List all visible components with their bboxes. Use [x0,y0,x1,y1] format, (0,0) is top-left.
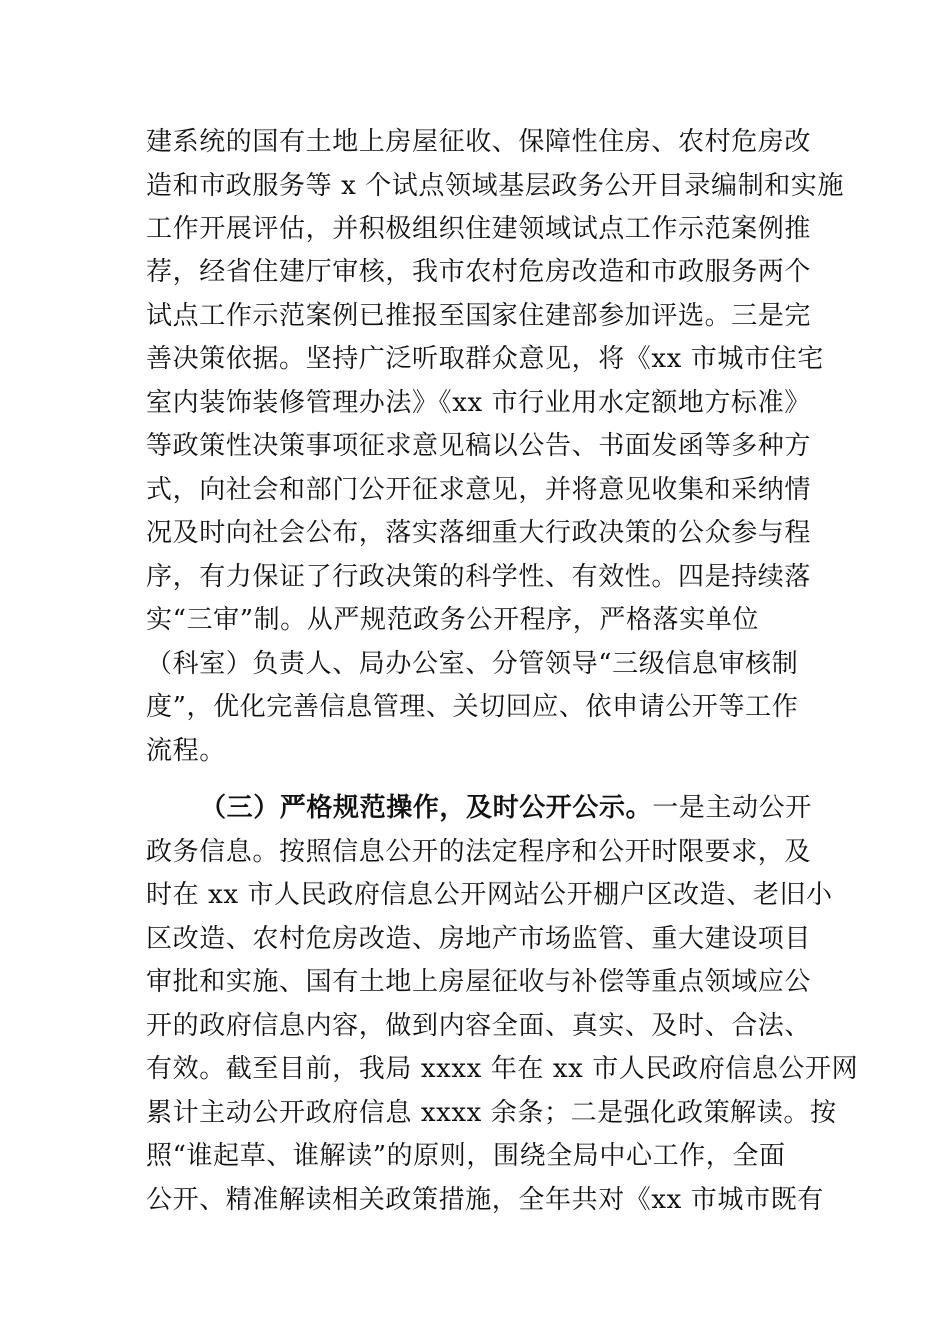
body-text-line: 公开、精准解读相关政策措施，全年共对《xx 市城市既有 [146,1185,824,1215]
body-text-line: 等政策性决策事项征求意见稿以公告、书面发函等多种方 [146,431,812,461]
body-text-line: 有效。截至目前，我局 xxxx 年在 xx 市人民政府信息公开网 [146,1054,859,1084]
body-text-line: 审批和实施、国有土地上房屋征收与补偿等重点领域应公 [146,967,812,997]
section-heading-line [200,786,880,830]
body-text-line: 况及时向社会公布，落实落细重大行政决策的公众参与程 [146,518,812,548]
body-text-line: 造和市政服务等 x 个试点领域基层政务公开目录编制和实施 [146,171,844,201]
body-text-line: 度”，优化完善信息管理、关切回应、依申请公开等工作 [146,692,799,722]
body-text-line: 荐，经省住建厅审核，我市农村危房改造和市政服务两个 [146,257,812,287]
body-text-line: （科室）负责人、局办公室、分管领导“三级信息审核制 [146,649,799,679]
body-text-line: 时在 xx 市人民政府信息公开网站公开棚户区改造、老旧小 [146,880,833,910]
body-text-line: 累计主动公开政府信息 xxxx 余条；二是强化政策解读。按 [146,1098,837,1128]
body-text-line: 建系统的国有土地上房屋征收、保障性住房、农村危房改 [146,127,812,157]
body-text-line: 流程。 [146,736,226,766]
body-text-line: 照“谁起草、谁解读”的原则，围绕全局中心工作，全面 [146,1141,786,1171]
body-text-line: 室内装饰装修管理办法》《xx 市行业用水定额地方标准》 [146,388,811,418]
body-text-line: 善决策依据。坚持广泛听取群众意见，将《xx 市城市住宅 [146,344,824,374]
body-text-line: 工作开展评估，并积极组织住建领域试点工作示范案例推 [146,214,812,244]
body-text-line: 序，有力保证了行政决策的科学性、有效性。四是持续落 [146,562,812,592]
body-text-line: 政务信息。按照信息公开的法定程序和公开时限要求，及 [146,837,812,867]
body-text-line: 试点工作示范案例已推报至国家住建部参加评选。三是完 [146,301,812,331]
section-heading: （三）严格规范操作，及时公开公示。 [200,793,653,823]
body-text-line: 开的政府信息内容，做到内容全面、真实、及时、合法、 [146,1011,812,1041]
body-text-line: 实“三审”制。从严规范政务公开程序，严格落实单位 [146,605,759,635]
body-text-line: 区改造、农村危房改造、房地产市场监管、重大建设项目 [146,924,812,954]
body-text-fragment: 一是主动公开 [652,793,812,823]
body-text-line: 式，向社会和部门公开征求意见，并将意见收集和采纳情 [146,475,812,505]
